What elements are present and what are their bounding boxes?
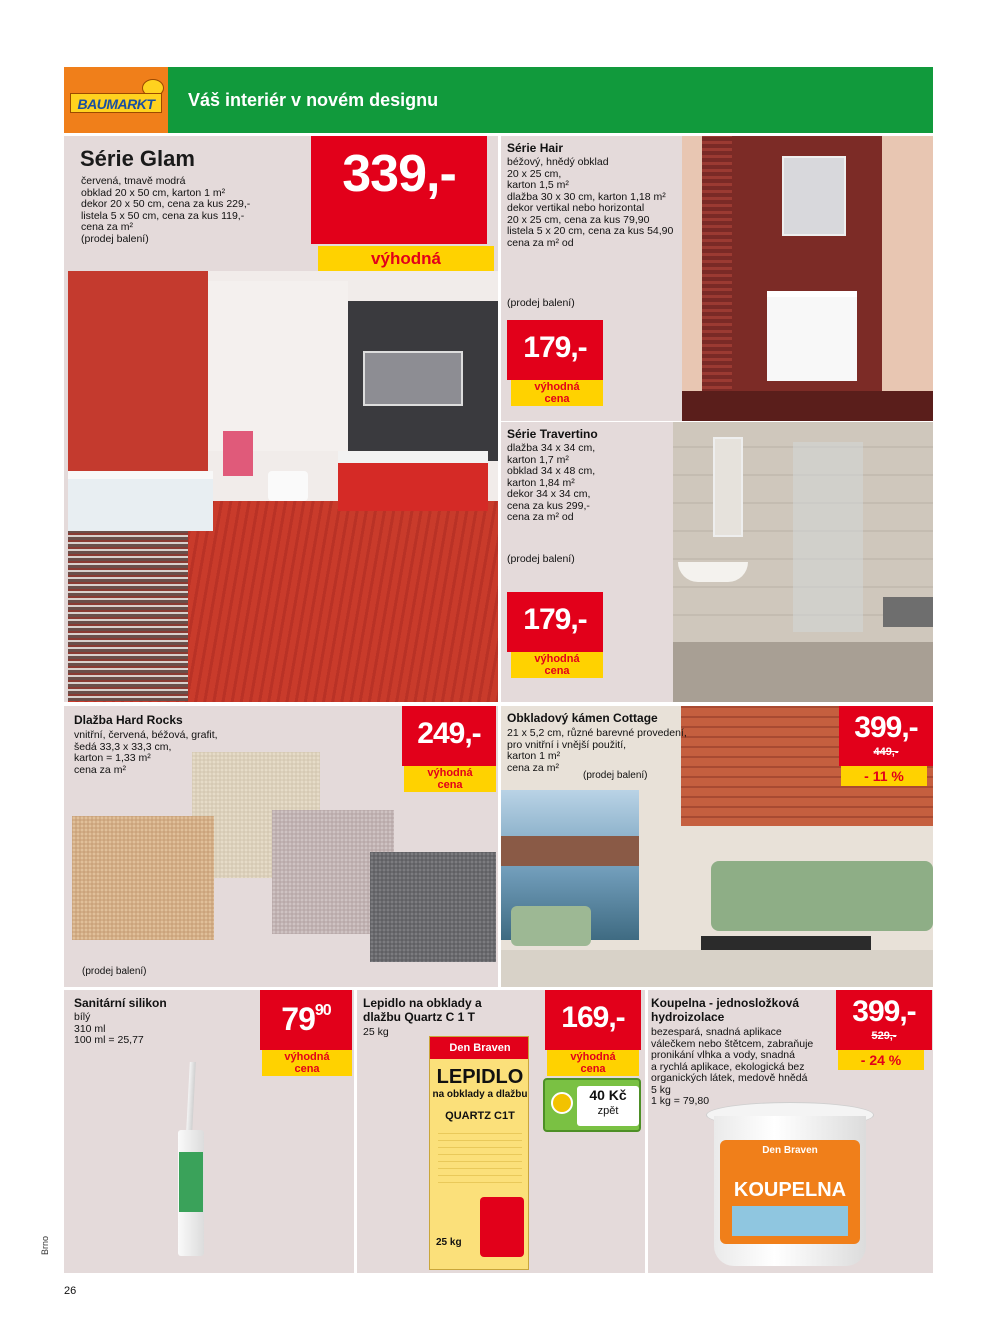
glam-title: Série Glam	[80, 146, 195, 171]
lepidlo-title: Lepidlo na obklady a dlažbu Quartz C 1 T	[363, 996, 482, 1024]
logo-text: BAUMARKT	[70, 93, 162, 113]
adhesive-bag-icon	[429, 1036, 529, 1270]
lepidlo-ribbon: výhodná cena	[547, 1050, 639, 1076]
panel-hair	[501, 136, 933, 421]
travertino-sale-note: (prodej balení)	[507, 553, 575, 565]
panel-cottage	[501, 706, 933, 987]
hair-title: Série Hair	[507, 141, 564, 155]
red-bathroom-photo	[68, 271, 498, 702]
bag-brand: Den Braven	[430, 1037, 529, 1059]
panel-lepidlo	[357, 990, 645, 1273]
travertino-ribbon: výhodná cena	[511, 652, 603, 678]
hardrocks-title: Dlažba Hard Rocks	[74, 713, 183, 727]
waterproofing-bucket-icon	[706, 1102, 874, 1270]
glam-ribbon: výhodná	[318, 246, 494, 292]
hair-price: 179,-	[523, 331, 587, 364]
bucket-title: KOUPELNA	[733, 1179, 847, 1201]
baumarkt-logo[interactable]	[64, 67, 168, 133]
lepidlo-description: 25 kg	[363, 1026, 389, 1038]
cottage-discount: - 11 %	[841, 766, 927, 786]
stone-bathroom-photo	[673, 422, 933, 702]
silicone-cartridge-icon	[176, 1062, 206, 1262]
cashback-amount: 40 Kč	[589, 1087, 627, 1103]
hardrocks-description: vnitřní, červená, béžová, grafit, šedá 33,3 x 33,3 cm, karton = 1,33 m² cena za m²	[74, 729, 218, 776]
glam-price: 339,-	[342, 145, 456, 203]
bag-weight: 25 kg	[436, 1237, 462, 1248]
bag-name: QUARTZ C1T	[445, 1110, 515, 1122]
cottage-price: 399,-	[854, 711, 918, 744]
cottage-old-price: 449,-	[873, 746, 899, 758]
travertino-description: dlažba 34 x 34 cm, karton 1,7 m² obklad 34 x 48 cm, karton 1,84 m² dekor 34 x 34 cm, cena za kus 299,- cena za m² od	[507, 442, 596, 523]
hardrocks-price: 249,-	[417, 717, 481, 750]
travertino-price-tag	[507, 592, 603, 652]
koupelna-title: Koupelna - jednosložková hydroizolace	[651, 996, 800, 1024]
hardrocks-sale-note: (prodej balení)	[82, 966, 147, 977]
lepidlo-price-tag	[545, 990, 641, 1050]
hair-price-tag	[507, 320, 603, 380]
panel-glam	[64, 136, 498, 702]
panel-hardrocks	[64, 706, 498, 987]
lepidlo-cashback-badge	[543, 1078, 641, 1132]
hair-sale-note: (prodej balení)	[507, 297, 575, 309]
cottage-sale-note: (prodej balení)	[583, 770, 648, 781]
cottage-description: 21 x 5,2 cm, různé barevné provedení, pro vnitřní i vnější použití, karton 1 m² cena za m²	[507, 727, 687, 774]
koupelna-old-price: 529,-	[871, 1030, 897, 1042]
page-title: Váš interiér v novém designu	[188, 90, 439, 110]
coin-icon	[551, 1092, 573, 1114]
glam-price-tag	[311, 136, 487, 244]
koupelna-price-tag	[836, 990, 932, 1050]
travertino-price: 179,-	[523, 603, 587, 636]
silikon-description: bílý 310 ml 100 ml = 25,77	[74, 1011, 144, 1046]
tile-samples-photo	[64, 752, 498, 962]
panel-silikon	[64, 990, 354, 1273]
cashback-label: zpět	[597, 1105, 619, 1117]
panel-koupelna	[648, 990, 933, 1273]
lepidlo-price: 169,-	[561, 1001, 625, 1034]
city-label: Brno	[40, 1235, 50, 1255]
koupelna-description: bezespará, snadná aplikace válečkem nebo štětcem, zabraňuje pronikání vlhka a vody, snadná a rychlá aplikace, ekologická bez organických látek, medově hnědá 5 kg 1 kg = 79,80	[651, 1026, 814, 1107]
silikon-ribbon: výhodná cena	[262, 1050, 352, 1076]
cashback-label-box	[577, 1086, 639, 1126]
panel-travertino	[501, 422, 933, 702]
koupelna-discount: - 24 %	[838, 1050, 924, 1070]
silikon-price-dec: 90	[314, 1002, 331, 1019]
bucket-brand: Den Braven	[762, 1145, 818, 1156]
koupelna-price: 399,-	[852, 995, 916, 1028]
hair-ribbon: výhodná cena	[511, 380, 603, 406]
page-number: 26	[64, 1285, 77, 1297]
silikon-title: Sanitární silikon	[74, 996, 167, 1010]
bag-subtitle: na obklady a dlažbu	[432, 1089, 528, 1100]
silikon-price-tag	[260, 990, 352, 1050]
cottage-title: Obkladový kámen Cottage	[507, 711, 658, 725]
bag-title: LEPIDLO	[436, 1066, 524, 1088]
glam-description: červená, tmavě modrá obklad 20 x 50 cm, karton 1 m² dekor 20 x 50 cm, cena za kus 229,- listela 5 x 50 cm, cena za kus 119,- cena za m² (prodej balení)	[81, 175, 251, 245]
hair-description: béžový, hnědý obklad 20 x 25 cm, karton 1,5 m² dlažba 30 x 30 cm, karton 1,18 m² dekor vertikal nebo horizontal 20 x 25 cm, cena za kus 79,90 listela 5 x 20 cm, cena za kus 54,90 cena za m² od	[507, 156, 674, 249]
hardrocks-ribbon: výhodná cena	[404, 766, 496, 792]
brown-bathroom-photo	[682, 136, 933, 421]
silikon-price-int: 79	[281, 1001, 315, 1037]
cottage-price-tag	[839, 706, 933, 766]
travertino-title: Série Travertino	[507, 427, 598, 441]
